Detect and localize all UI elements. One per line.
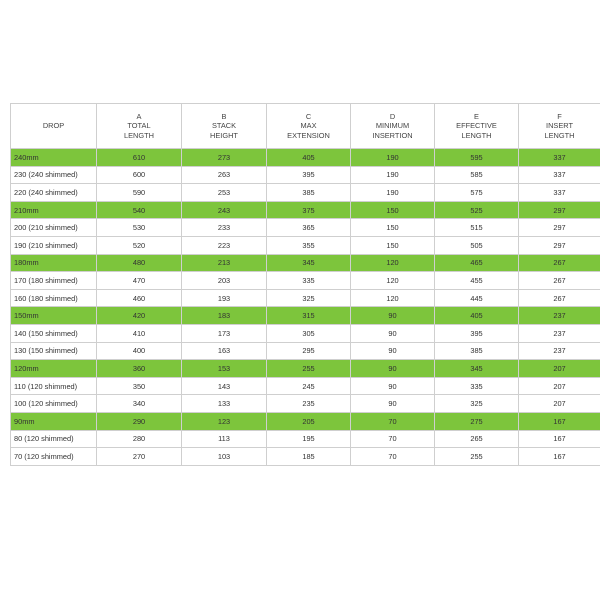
cell-effective-length: 575 <box>435 184 519 202</box>
column-label-line: LENGTH <box>461 130 492 140</box>
cell-stack-height: 243 <box>182 201 267 219</box>
cell-effective-length: 325 <box>435 395 519 413</box>
cell-max-extension: 365 <box>267 219 351 237</box>
cell-stack-height: 223 <box>182 236 267 254</box>
cell-max-extension: 185 <box>267 448 351 466</box>
cell-drop: 130 (150 shimmed) <box>11 342 97 360</box>
cell-total-length: 290 <box>97 412 182 430</box>
cell-drop: 160 (180 shimmed) <box>11 289 97 307</box>
cell-total-length: 480 <box>97 254 182 272</box>
table-row <box>11 272 600 290</box>
column-header-minimum-insertion <box>351 104 435 149</box>
cell-total-length: 410 <box>97 324 182 342</box>
column-letter: B <box>221 112 227 122</box>
cell-stack-height: 183 <box>182 307 267 325</box>
table-row <box>11 289 600 307</box>
cell-drop: 80 (120 shimmed) <box>11 430 97 448</box>
column-letter: D <box>389 112 396 122</box>
table-row <box>11 184 600 202</box>
table-row <box>11 236 600 254</box>
cell-insert-length: 297 <box>519 201 600 219</box>
cell-total-length: 280 <box>97 430 182 448</box>
cell-stack-height: 203 <box>182 272 267 290</box>
cell-minimum-insertion: 90 <box>351 324 435 342</box>
cell-max-extension: 375 <box>267 201 351 219</box>
column-label-line: TOTAL <box>127 121 151 131</box>
cell-effective-length: 455 <box>435 272 519 290</box>
column-label-line: DROP <box>42 121 65 131</box>
cell-insert-length: 267 <box>519 272 600 290</box>
dropper-post-size-chart <box>10 103 600 466</box>
cell-stack-height: 103 <box>182 448 267 466</box>
column-label-line: EXTENSION <box>287 130 330 140</box>
column-label-line: LENGTH <box>124 130 154 140</box>
cell-insert-length: 207 <box>519 395 600 413</box>
cell-max-extension: 255 <box>267 360 351 378</box>
cell-effective-length: 385 <box>435 342 519 360</box>
cell-effective-length: 335 <box>435 377 519 395</box>
cell-drop: 200 (210 shimmed) <box>11 219 97 237</box>
table-row-highlighted <box>11 307 600 325</box>
cell-effective-length: 405 <box>435 307 519 325</box>
cell-minimum-insertion: 90 <box>351 395 435 413</box>
cell-insert-length: 337 <box>519 166 600 184</box>
column-label-line: INSERT <box>546 121 573 131</box>
cell-max-extension: 385 <box>267 184 351 202</box>
cell-minimum-insertion: 70 <box>351 448 435 466</box>
cell-effective-length: 585 <box>435 166 519 184</box>
column-header-drop <box>11 104 97 149</box>
cell-effective-length: 465 <box>435 254 519 272</box>
column-label-line: STACK <box>211 121 237 131</box>
table-row-highlighted <box>11 254 600 272</box>
cell-total-length: 590 <box>97 184 182 202</box>
cell-minimum-insertion: 190 <box>351 166 435 184</box>
cell-total-length: 520 <box>97 236 182 254</box>
table-row <box>11 219 600 237</box>
cell-drop: 170 (180 shimmed) <box>11 272 97 290</box>
cell-drop: 230 (240 shimmed) <box>11 166 97 184</box>
cell-stack-height: 213 <box>182 254 267 272</box>
cell-minimum-insertion: 150 <box>351 219 435 237</box>
cell-effective-length: 505 <box>435 236 519 254</box>
cell-insert-length: 237 <box>519 342 600 360</box>
cell-stack-height: 163 <box>182 342 267 360</box>
cell-insert-length: 297 <box>519 219 600 237</box>
cell-max-extension: 395 <box>267 166 351 184</box>
cell-drop: 70 (120 shimmed) <box>11 448 97 466</box>
column-label-line: INSERTION <box>372 130 413 140</box>
cell-drop: 220 (240 shimmed) <box>11 184 97 202</box>
column-letter: A <box>136 112 142 122</box>
cell-drop: 140 (150 shimmed) <box>11 324 97 342</box>
cell-insert-length: 167 <box>519 412 600 430</box>
cell-stack-height: 263 <box>182 166 267 184</box>
cell-max-extension: 245 <box>267 377 351 395</box>
cell-minimum-insertion: 150 <box>351 201 435 219</box>
cell-minimum-insertion: 190 <box>351 184 435 202</box>
cell-insert-length: 337 <box>519 149 600 167</box>
cell-minimum-insertion: 70 <box>351 430 435 448</box>
cell-drop: 180mm <box>11 254 97 272</box>
cell-drop: 240mm <box>11 149 97 167</box>
cell-max-extension: 295 <box>267 342 351 360</box>
column-label-line: LENGTH <box>544 130 575 140</box>
table-row-highlighted <box>11 149 600 167</box>
cell-minimum-insertion: 120 <box>351 289 435 307</box>
table-row <box>11 324 600 342</box>
table-row-highlighted <box>11 360 600 378</box>
cell-total-length: 340 <box>97 395 182 413</box>
cell-minimum-insertion: 120 <box>351 272 435 290</box>
cell-drop: 210mm <box>11 201 97 219</box>
cell-max-extension: 345 <box>267 254 351 272</box>
cell-insert-length: 297 <box>519 236 600 254</box>
table-row <box>11 166 600 184</box>
cell-insert-length: 267 <box>519 254 600 272</box>
cell-minimum-insertion: 120 <box>351 254 435 272</box>
column-label-line: MINIMUM <box>375 121 410 131</box>
column-letter: E <box>474 112 479 122</box>
cell-effective-length: 395 <box>435 324 519 342</box>
table-body <box>11 149 600 466</box>
column-label-line: EFFECTIVE <box>456 121 497 131</box>
cell-max-extension: 355 <box>267 236 351 254</box>
cell-effective-length: 265 <box>435 430 519 448</box>
cell-insert-length: 167 <box>519 448 600 466</box>
column-header-total-length <box>97 104 182 149</box>
cell-total-length: 610 <box>97 149 182 167</box>
cell-total-length: 600 <box>97 166 182 184</box>
cell-insert-length: 267 <box>519 289 600 307</box>
cell-stack-height: 233 <box>182 219 267 237</box>
cell-effective-length: 255 <box>435 448 519 466</box>
column-header-effective-length <box>435 104 519 149</box>
cell-effective-length: 345 <box>435 360 519 378</box>
cell-effective-length: 445 <box>435 289 519 307</box>
table-row <box>11 377 600 395</box>
cell-effective-length: 595 <box>435 149 519 167</box>
table-header-row <box>11 104 600 149</box>
cell-total-length: 270 <box>97 448 182 466</box>
cell-stack-height: 273 <box>182 149 267 167</box>
cell-stack-height: 143 <box>182 377 267 395</box>
table-row <box>11 342 600 360</box>
cell-drop: 190 (210 shimmed) <box>11 236 97 254</box>
cell-total-length: 360 <box>97 360 182 378</box>
cell-max-extension: 205 <box>267 412 351 430</box>
cell-total-length: 530 <box>97 219 182 237</box>
cell-max-extension: 405 <box>267 149 351 167</box>
cell-stack-height: 133 <box>182 395 267 413</box>
cell-insert-length: 237 <box>519 307 600 325</box>
cell-effective-length: 275 <box>435 412 519 430</box>
cell-total-length: 460 <box>97 289 182 307</box>
column-header-insert-length <box>519 104 600 149</box>
cell-max-extension: 315 <box>267 307 351 325</box>
cell-stack-height: 253 <box>182 184 267 202</box>
table-row <box>11 448 600 466</box>
cell-drop: 110 (120 shimmed) <box>11 377 97 395</box>
cell-max-extension: 325 <box>267 289 351 307</box>
cell-max-extension: 235 <box>267 395 351 413</box>
cell-total-length: 470 <box>97 272 182 290</box>
cell-insert-length: 167 <box>519 430 600 448</box>
cell-total-length: 400 <box>97 342 182 360</box>
cell-effective-length: 525 <box>435 201 519 219</box>
cell-minimum-insertion: 90 <box>351 360 435 378</box>
cell-total-length: 540 <box>97 201 182 219</box>
cell-insert-length: 207 <box>519 360 600 378</box>
cell-effective-length: 515 <box>435 219 519 237</box>
cell-max-extension: 305 <box>267 324 351 342</box>
column-label-line: HEIGHT <box>210 130 238 140</box>
table-row-highlighted <box>11 412 600 430</box>
cell-drop: 100 (120 shimmed) <box>11 395 97 413</box>
cell-total-length: 420 <box>97 307 182 325</box>
table-row <box>11 430 600 448</box>
cell-minimum-insertion: 150 <box>351 236 435 254</box>
cell-stack-height: 153 <box>182 360 267 378</box>
cell-insert-length: 207 <box>519 377 600 395</box>
cell-stack-height: 173 <box>182 324 267 342</box>
cell-max-extension: 335 <box>267 272 351 290</box>
cell-minimum-insertion: 90 <box>351 342 435 360</box>
cell-total-length: 350 <box>97 377 182 395</box>
cell-drop: 90mm <box>11 412 97 430</box>
cell-stack-height: 113 <box>182 430 267 448</box>
table-row <box>11 395 600 413</box>
cell-minimum-insertion: 190 <box>351 149 435 167</box>
column-letter: F <box>557 112 562 122</box>
cell-drop: 120mm <box>11 360 97 378</box>
cell-minimum-insertion: 70 <box>351 412 435 430</box>
size-table <box>10 103 600 466</box>
column-label-line: MAX <box>300 121 317 131</box>
cell-minimum-insertion: 90 <box>351 377 435 395</box>
cell-insert-length: 237 <box>519 324 600 342</box>
cell-insert-length: 337 <box>519 184 600 202</box>
cell-stack-height: 193 <box>182 289 267 307</box>
column-header-stack-height <box>182 104 267 149</box>
cell-max-extension: 195 <box>267 430 351 448</box>
table-row-highlighted <box>11 201 600 219</box>
cell-minimum-insertion: 90 <box>351 307 435 325</box>
column-letter: C <box>305 112 312 122</box>
cell-drop: 150mm <box>11 307 97 325</box>
cell-stack-height: 123 <box>182 412 267 430</box>
column-header-max-extension <box>267 104 351 149</box>
